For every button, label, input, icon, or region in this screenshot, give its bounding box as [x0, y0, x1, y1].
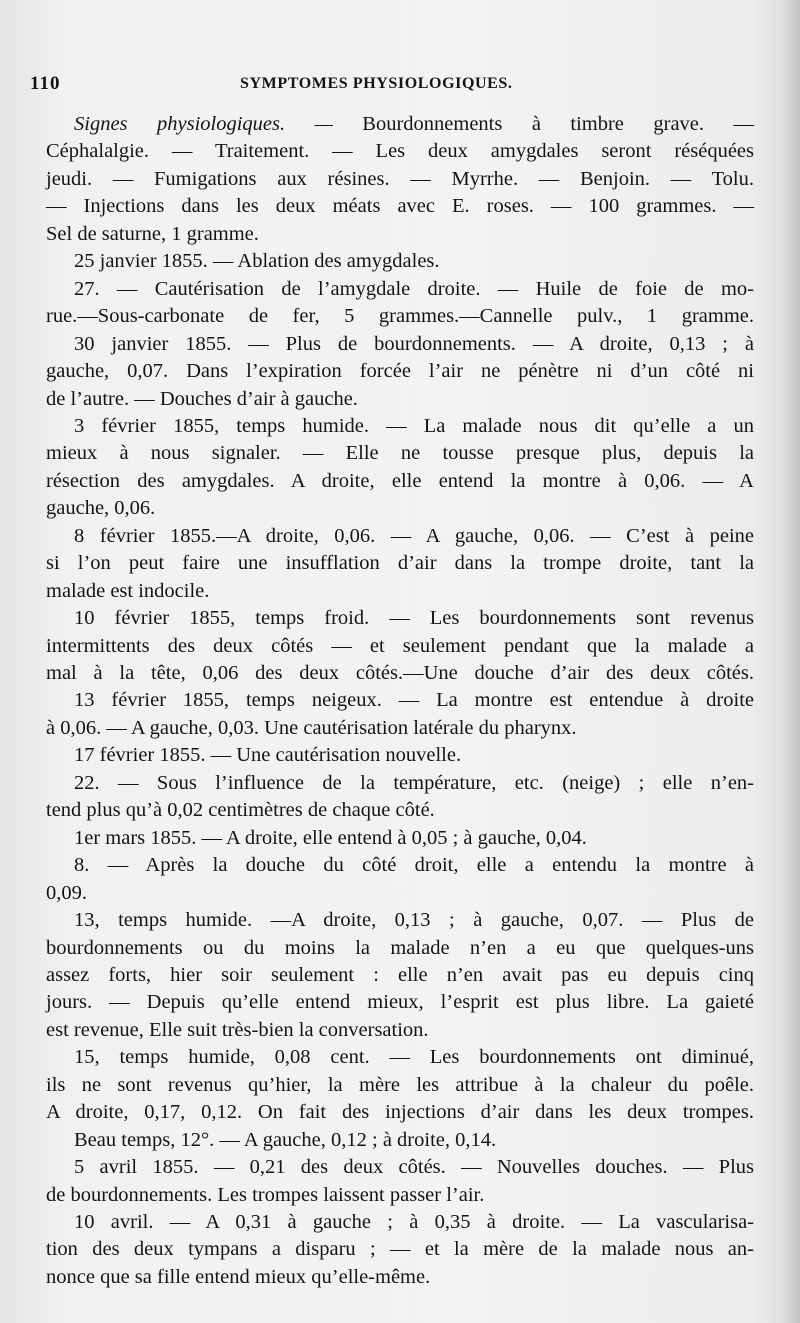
text-line — [46, 1154, 754, 1180]
text-line-content: 0,09. — [46, 881, 87, 904]
text-line-content: 10 avril. — A 0,31 à gauche ; à 0,35 à droite. — La vascularisa- — [74, 1211, 754, 1233]
text-line — [46, 193, 754, 219]
text-line-content: A droite, 0,17, 0,12. On fait des injections d’air dans les deux trompes. — [46, 1101, 754, 1124]
text-line-content: 13 février 1855, temps neigeux. — La montre est entendue à droite — [74, 689, 754, 712]
text-line-content: 17 février 1855. — Une cautérisation nouvelle. — [74, 744, 462, 767]
text-line-content: 8. — Après la douche du côté droit, elle a entendu la montre à — [74, 854, 754, 877]
text-line — [46, 633, 754, 659]
text-line — [46, 1099, 754, 1125]
text-line-content: gauche, 0,06. — [46, 497, 156, 520]
text-line — [46, 468, 754, 494]
text-line-content: 22. — Sous l’influence de la température, etc. (neige) ; elle n’en- — [74, 771, 754, 794]
text-line-content: — Injections dans les deux méats avec E. roses. — 100 grammes. — — [46, 195, 754, 218]
page-header — [30, 73, 720, 99]
text-line — [46, 962, 754, 988]
text-line — [46, 303, 754, 329]
text-line — [46, 578, 754, 604]
text-line — [46, 1072, 754, 1098]
text-line — [46, 907, 754, 933]
text-line — [46, 1044, 754, 1070]
text-line-content: 3 février 1855, temps humide. — La malade nous dit qu’elle a un — [74, 414, 754, 437]
page-gutter-shadow — [782, 0, 800, 1323]
page-number: 110 — [30, 73, 61, 94]
text-line-content: Céphalalgie. — Traitement. — Les deux amygdales seront réséquées — [46, 140, 754, 163]
text-line — [46, 742, 754, 768]
text-line — [46, 1264, 754, 1290]
text-line-content: gauche, 0,07. Dans l’expiration forcée l’air ne pénètre ni d’un côté ni — [46, 360, 754, 383]
text-line — [46, 248, 754, 274]
text-line-content: 1er mars 1855. — A droite, elle entend à 0,05 ; à gauche, 0,04. — [74, 826, 587, 849]
text-line — [46, 770, 754, 796]
text-line — [46, 1182, 754, 1208]
text-line-content: bourdonnements ou du moins la malade n’en a eu que quelques-uns — [46, 936, 754, 959]
text-line — [46, 715, 754, 741]
text-line — [46, 523, 754, 549]
text-line-content: est revenue, Elle suit très-bien la conversation. — [46, 1018, 429, 1041]
text-line — [46, 1127, 754, 1153]
text-line — [46, 1209, 754, 1235]
text-line — [46, 1236, 754, 1262]
text-line — [46, 687, 754, 713]
text-line — [46, 358, 754, 384]
text-line-content: Sel de saturne, 1 gramme. — [46, 222, 259, 245]
text-line-content: 13, temps humide. —A droite, 0,13 ; à gauche, 0,07. — Plus de — [74, 909, 754, 932]
text-line — [46, 797, 754, 823]
text-line-content: de l’autre. — Douches d’air à gauche. — [46, 387, 358, 410]
text-line — [46, 331, 754, 357]
text-line-content: tend plus qu’à 0,02 centimètres de chaque côté. — [46, 799, 435, 822]
text-line — [46, 825, 754, 851]
text-line-content: de bourdonnements. Les trompes laissent passer l’air. — [46, 1183, 485, 1206]
text-line-content: 10 février 1855, temps froid. — Les bourdonnements sont revenus — [74, 607, 754, 630]
text-line-content: tion des deux tympans a disparu ; — et la mère de la malade nous an- — [46, 1238, 754, 1261]
text-line-content: résection des amygdales. A droite, elle entend la montre à 0,06. — A — [46, 469, 754, 492]
text-line-content: jours. — Depuis qu’elle entend mieux, l’esprit est plus libre. La gaieté — [46, 991, 754, 1014]
text-line — [46, 166, 754, 192]
text-line-content: 25 janvier 1855. — Ablation des amygdales. — [74, 250, 440, 273]
text-line — [46, 852, 754, 878]
text-line-content: mieux à nous signaler. — Elle ne tousse presque plus, depuis la — [46, 442, 754, 465]
text-line-content: 27. — Cautérisation de l’amygdale droite. — Huile de foie de mo- — [74, 277, 754, 300]
text-line — [46, 386, 754, 412]
text-line-content: assez forts, hier soir seulement : elle n’en avait pas eu depuis cinq — [46, 963, 754, 986]
text-line-content: Beau temps, 12°. — A gauche, 0,12 ; à droite, 0,14. — [74, 1128, 497, 1151]
text-line — [46, 880, 754, 906]
text-line-content: 5 avril 1855. — 0,21 des deux côtés. — Nouvelles douches. — Plus — [74, 1156, 754, 1179]
text-line — [46, 935, 754, 961]
text-line — [46, 1017, 754, 1043]
text-line-content: nonce que sa fille entend mieux qu’elle-même. — [46, 1265, 431, 1288]
text-line-content: 15, temps humide, 0,08 cent. — Les bourdonnements ont diminué, — [74, 1046, 754, 1069]
text-line-content: Bourdonnements à timbre grave. — — [362, 113, 754, 135]
text-line-content: intermittents des deux côtés — et seulement pendant que la malade a — [46, 634, 754, 657]
text-line-content: mal à la tête, 0,06 des deux côtés.—Une douche d’air des deux côtés. — [46, 662, 754, 684]
text-line — [46, 276, 754, 302]
text-line — [46, 605, 754, 631]
text-line — [46, 413, 754, 439]
text-line — [46, 440, 754, 466]
text-line-content: ils ne sont revenus qu’hier, la mère les attribue à la chaleur du poêle. — [46, 1073, 754, 1096]
text-line — [46, 495, 754, 521]
text-line-content: 8 février 1855.—A droite, 0,06. — A gauche, 0,06. — C’est à peine — [74, 524, 754, 547]
text-line — [46, 111, 754, 137]
text-line — [46, 550, 754, 576]
text-line — [46, 221, 754, 247]
text-line-content: jeudi. — Fumigations aux résines. — Myrrhe. — Benjoin. — Tolu. — [46, 167, 754, 190]
text-line-content: rue.—Sous-carbonate de fer, 5 grammes.—Cannelle pulv., 1 gramme. — [46, 305, 754, 328]
section-lead: Signes physiologiques. — — [74, 113, 363, 135]
text-line-content: à 0,06. — A gauche, 0,03. Une cautérisation latérale du pharynx. — [46, 716, 577, 739]
text-line-content: malade est indocile. — [46, 579, 210, 602]
text-line — [46, 138, 754, 164]
running-title: SYMPTOMES PHYSIOLOGIQUES. — [240, 75, 513, 92]
text-line-content: 30 janvier 1855. — Plus de bourdonnements. — A droite, 0,13 ; à — [74, 332, 754, 355]
text-line — [46, 989, 754, 1015]
text-line-content: si l’on peut faire une insufflation d’air dans la trompe droite, tant la — [46, 552, 754, 575]
text-line — [46, 660, 754, 686]
